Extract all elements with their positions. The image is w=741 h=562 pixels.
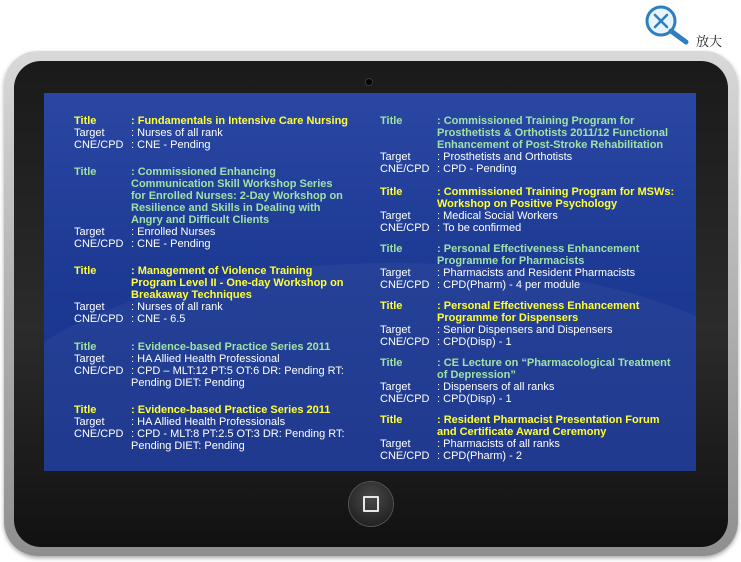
target-value: : Nurses of all rank [131, 301, 223, 313]
cne-label: CNE/CPD [380, 336, 430, 348]
target-label: Target [74, 416, 105, 428]
course-entry [380, 300, 680, 348]
course-title: : Personal Effectiveness Enhancement Programme for Dispensers [437, 300, 640, 324]
cne-row [74, 365, 349, 389]
title-label: Title [380, 357, 403, 369]
course-title: : CE Lecture on “Pharmacological Treatment of Depression” [437, 357, 671, 381]
course-title-row[interactable] [380, 300, 680, 324]
target-row [74, 416, 349, 428]
course-entry [380, 357, 680, 405]
cne-row [380, 393, 680, 405]
target-row [380, 324, 680, 336]
target-value: : HA Allied Health Professional [131, 353, 280, 365]
target-value: : Prosthetists and Orthotists [437, 151, 573, 163]
target-label: Target [380, 267, 411, 279]
tablet-frame [4, 51, 738, 556]
course-entry [74, 341, 349, 389]
cne-row [380, 163, 680, 175]
target-label: Target [74, 226, 105, 238]
target-value: : Pharmacists of all ranks [437, 438, 560, 450]
target-value: : Nurses of all rank [131, 127, 223, 139]
target-row [380, 210, 680, 222]
cne-value: : CPD(Disp) - 1 [437, 336, 512, 348]
title-label: Title [74, 265, 97, 277]
course-title-row[interactable] [74, 404, 349, 416]
course-title-row[interactable] [74, 265, 349, 301]
course-entry [380, 243, 680, 291]
target-row [74, 127, 349, 139]
course-title-row[interactable] [380, 243, 680, 267]
target-label: Target [380, 324, 411, 336]
course-entry [380, 186, 680, 234]
cne-label: CNE/CPD [74, 365, 124, 377]
target-row [74, 226, 349, 238]
course-entry [74, 166, 349, 250]
target-value: : Medical Social Workers [437, 210, 558, 222]
title-label: Title [380, 414, 403, 426]
target-label: Target [380, 381, 411, 393]
course-title-row[interactable] [74, 166, 349, 226]
zoom-button[interactable] [644, 4, 734, 50]
cne-row [380, 450, 680, 462]
cne-row [74, 238, 349, 250]
cne-value: : CPD - Pending [437, 163, 517, 175]
course-entry [380, 115, 680, 175]
cne-value: : CPD – MLT:12 PT:5 OT:6 DR: Pending RT: Pending DIET: Pending [131, 365, 344, 389]
title-label: Title [380, 115, 403, 127]
tablet-screen [44, 93, 696, 471]
target-row [380, 381, 680, 393]
course-title: : Personal Effectiveness Enhancement Programme for Pharmacists [437, 243, 640, 267]
course-title-row[interactable] [380, 414, 680, 438]
cne-value: : CNE - 6.5 [131, 313, 186, 325]
course-title-row[interactable] [74, 341, 349, 353]
course-title: : Management of Violence Training Program Level II - One-day Workshop on Breakaway Techniques [131, 265, 344, 301]
cne-label: CNE/CPD [380, 163, 430, 175]
target-label: Target [380, 438, 411, 450]
cne-row [74, 139, 349, 151]
cne-value: : CPD - MLT:8 PT:2.5 OT:3 DR: Pending RT: Pending DIET: Pending [131, 428, 345, 452]
target-row [380, 267, 680, 279]
home-square-icon [363, 496, 379, 512]
target-value: : Senior Dispensers and Dispensers [437, 324, 613, 336]
target-label: Target [380, 151, 411, 163]
title-label: Title [380, 243, 403, 255]
course-entry [380, 414, 680, 462]
course-title-row[interactable] [380, 115, 680, 151]
course-title: : Commissioned Training Program for MSWs: Workshop on Positive Psychology [437, 186, 675, 210]
cne-value: : CPD(Pharm) - 4 per module [437, 279, 581, 291]
target-label: Target [74, 353, 105, 365]
course-title: : Commissioned Enhancing Communication Skill Workshop Series for Enrolled Nurses: 2-Day Workshop on Resilience and Skills in Dealing with Angry and Difficult Clients [131, 166, 343, 226]
title-label: Title [74, 341, 97, 353]
magnifier-x-icon [644, 4, 694, 46]
cne-label: CNE/CPD [380, 279, 430, 291]
target-value: : Dispensers of all ranks [437, 381, 555, 393]
target-label: Target [74, 127, 105, 139]
cne-label: CNE/CPD [74, 313, 124, 325]
title-label: Title [74, 166, 97, 178]
target-label: Target [74, 301, 105, 313]
target-value: : HA Allied Health Professionals [131, 416, 286, 428]
cne-value: : To be confirmed [437, 222, 522, 234]
title-label: Title [74, 404, 97, 416]
cne-row [380, 279, 680, 291]
zoom-label: 放大 [696, 35, 723, 50]
cne-value: : CPD(Pharm) - 2 [437, 450, 522, 462]
cne-label: CNE/CPD [380, 393, 430, 405]
title-label: Title [380, 300, 403, 312]
target-row [74, 353, 349, 365]
title-label: Title [380, 186, 403, 198]
cne-value: : CPD(Disp) - 1 [437, 393, 512, 405]
target-row [380, 438, 680, 450]
tablet-body [14, 61, 728, 547]
camera-dot [366, 79, 372, 85]
cne-row [380, 222, 680, 234]
target-label: Target [380, 210, 411, 222]
course-title: : Evidence-based Practice Series 2011 [131, 404, 331, 416]
course-title-row[interactable] [380, 357, 680, 381]
target-value: : Enrolled Nurses [131, 226, 216, 238]
cne-label: CNE/CPD [380, 450, 430, 462]
course-title-row[interactable] [380, 186, 680, 210]
cne-label: CNE/CPD [380, 222, 430, 234]
title-label: Title [74, 115, 97, 127]
cne-label: CNE/CPD [74, 428, 124, 440]
course-title: : Evidence-based Practice Series 2011 [131, 341, 331, 353]
course-title: : Fundamentals in Intensive Care Nursing [131, 115, 349, 127]
course-entry [74, 115, 349, 151]
course-title-row[interactable] [74, 115, 349, 127]
cne-label: CNE/CPD [74, 238, 124, 250]
target-value: : Pharmacists and Resident Pharmacists [437, 267, 636, 279]
cne-row [74, 428, 349, 452]
cne-row [380, 336, 680, 348]
course-entry [74, 265, 349, 325]
cne-value: : CNE - Pending [131, 238, 211, 250]
course-title: : Commissioned Training Program for Prosthetists & Orthotists 2011/12 Functional Enhancement of Post-Stroke Rehabilitation [437, 115, 669, 151]
home-button[interactable] [349, 482, 393, 526]
course-entry [74, 404, 349, 452]
cne-label: CNE/CPD [74, 139, 124, 151]
cne-value: : CNE - Pending [131, 139, 211, 151]
target-row [74, 301, 349, 313]
cne-row [74, 313, 349, 325]
target-row [380, 151, 680, 163]
course-title: : Resident Pharmacist Presentation Forum and Certificate Award Ceremony [437, 414, 660, 438]
